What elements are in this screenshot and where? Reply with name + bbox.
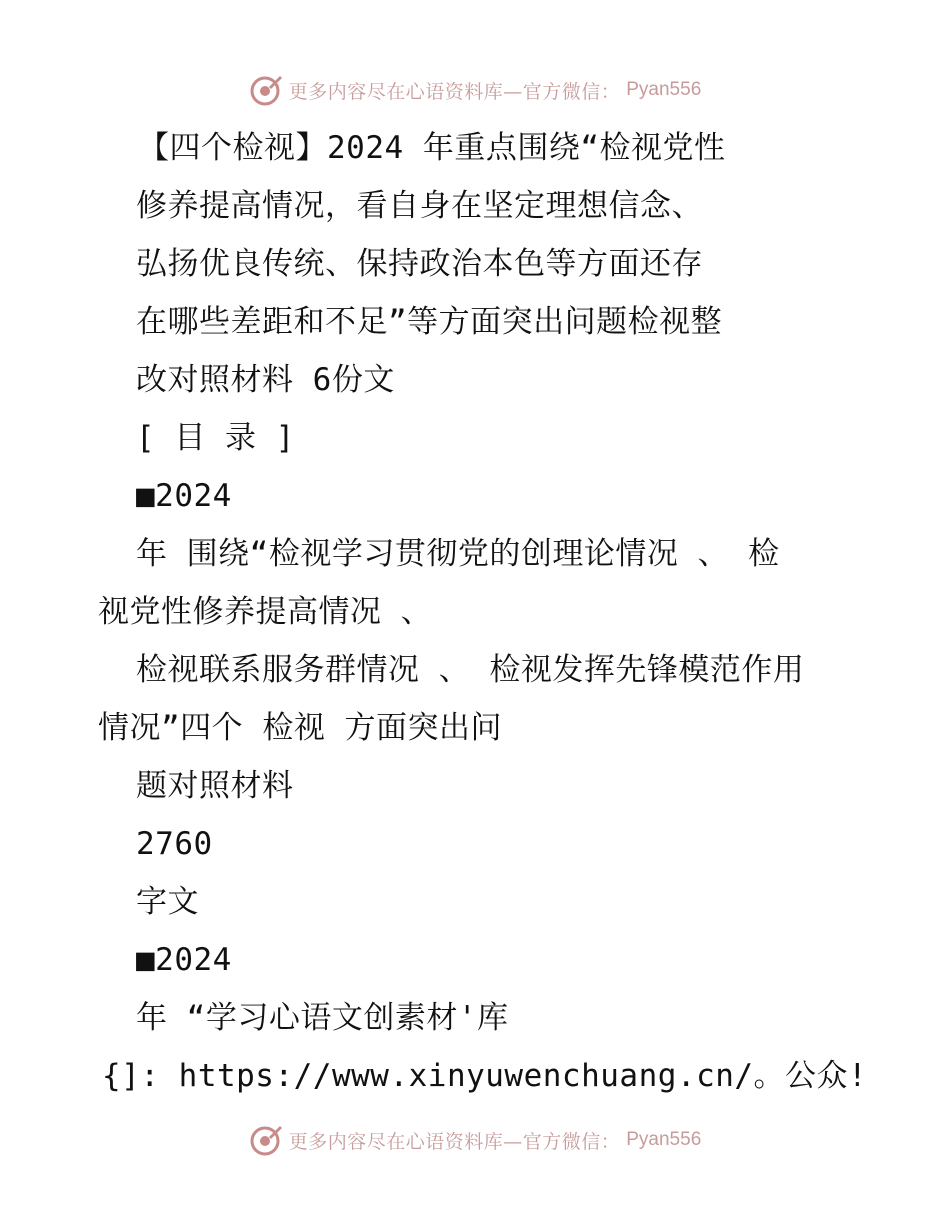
title-line-5: 改对照材料 6份文: [136, 362, 395, 398]
toc-item-1-line-2: 视党性修养提高情况 、: [98, 594, 433, 630]
title-line-1: 【四个检视】2024 年重点围绕“检视党性: [138, 130, 726, 166]
toc-item-2-line-1: 年 “学习心语文创素材'库: [136, 1000, 509, 1036]
toc-item-2-year: ■2024: [136, 942, 232, 978]
watermark-text: 更多内容尽在心语资料库—官方微信：: [288, 80, 621, 103]
toc-item-1-line-5: 题对照材料: [136, 768, 294, 804]
title-line-2: 修养提高情况，看自身在坚定理想信念、: [136, 188, 703, 224]
toc-item-1-year: ■2024: [136, 478, 232, 514]
title-line-4: 在哪些差距和不足”等方面突出问题检视整: [136, 304, 723, 340]
url-line: {]: https://www.xinyuwenchuang.cn/。公众!: [102, 1058, 868, 1094]
toc-heading: [ 目 录 ]: [136, 420, 295, 456]
watermark-account: Pyan556: [626, 79, 702, 100]
watermark-account: Pyan556: [626, 1129, 702, 1150]
watermark-text: 更多内容尽在心语资料库—官方微信：: [288, 1130, 621, 1153]
toc-item-1-line-4: 情况”四个 检视 方面突出问: [98, 710, 502, 746]
title-line-3: 弘扬优良传统、保持政治本色等方面还存: [136, 246, 703, 282]
footer-watermark: [0, 1120, 950, 1160]
toc-item-1-line-1: 年 围绕“检视学习贯彻党的创理论情况 、 检: [136, 536, 780, 572]
toc-item-1-wordcount: 2760: [136, 826, 213, 862]
header-watermark: [0, 70, 950, 110]
pen-logo-icon: [249, 73, 283, 107]
toc-item-1-line-3: 检视联系服务群情况 、 检视发挥先锋模范作用: [136, 652, 805, 688]
toc-item-1-suffix: 字文: [136, 884, 199, 920]
pen-logo-icon: [249, 1123, 283, 1157]
